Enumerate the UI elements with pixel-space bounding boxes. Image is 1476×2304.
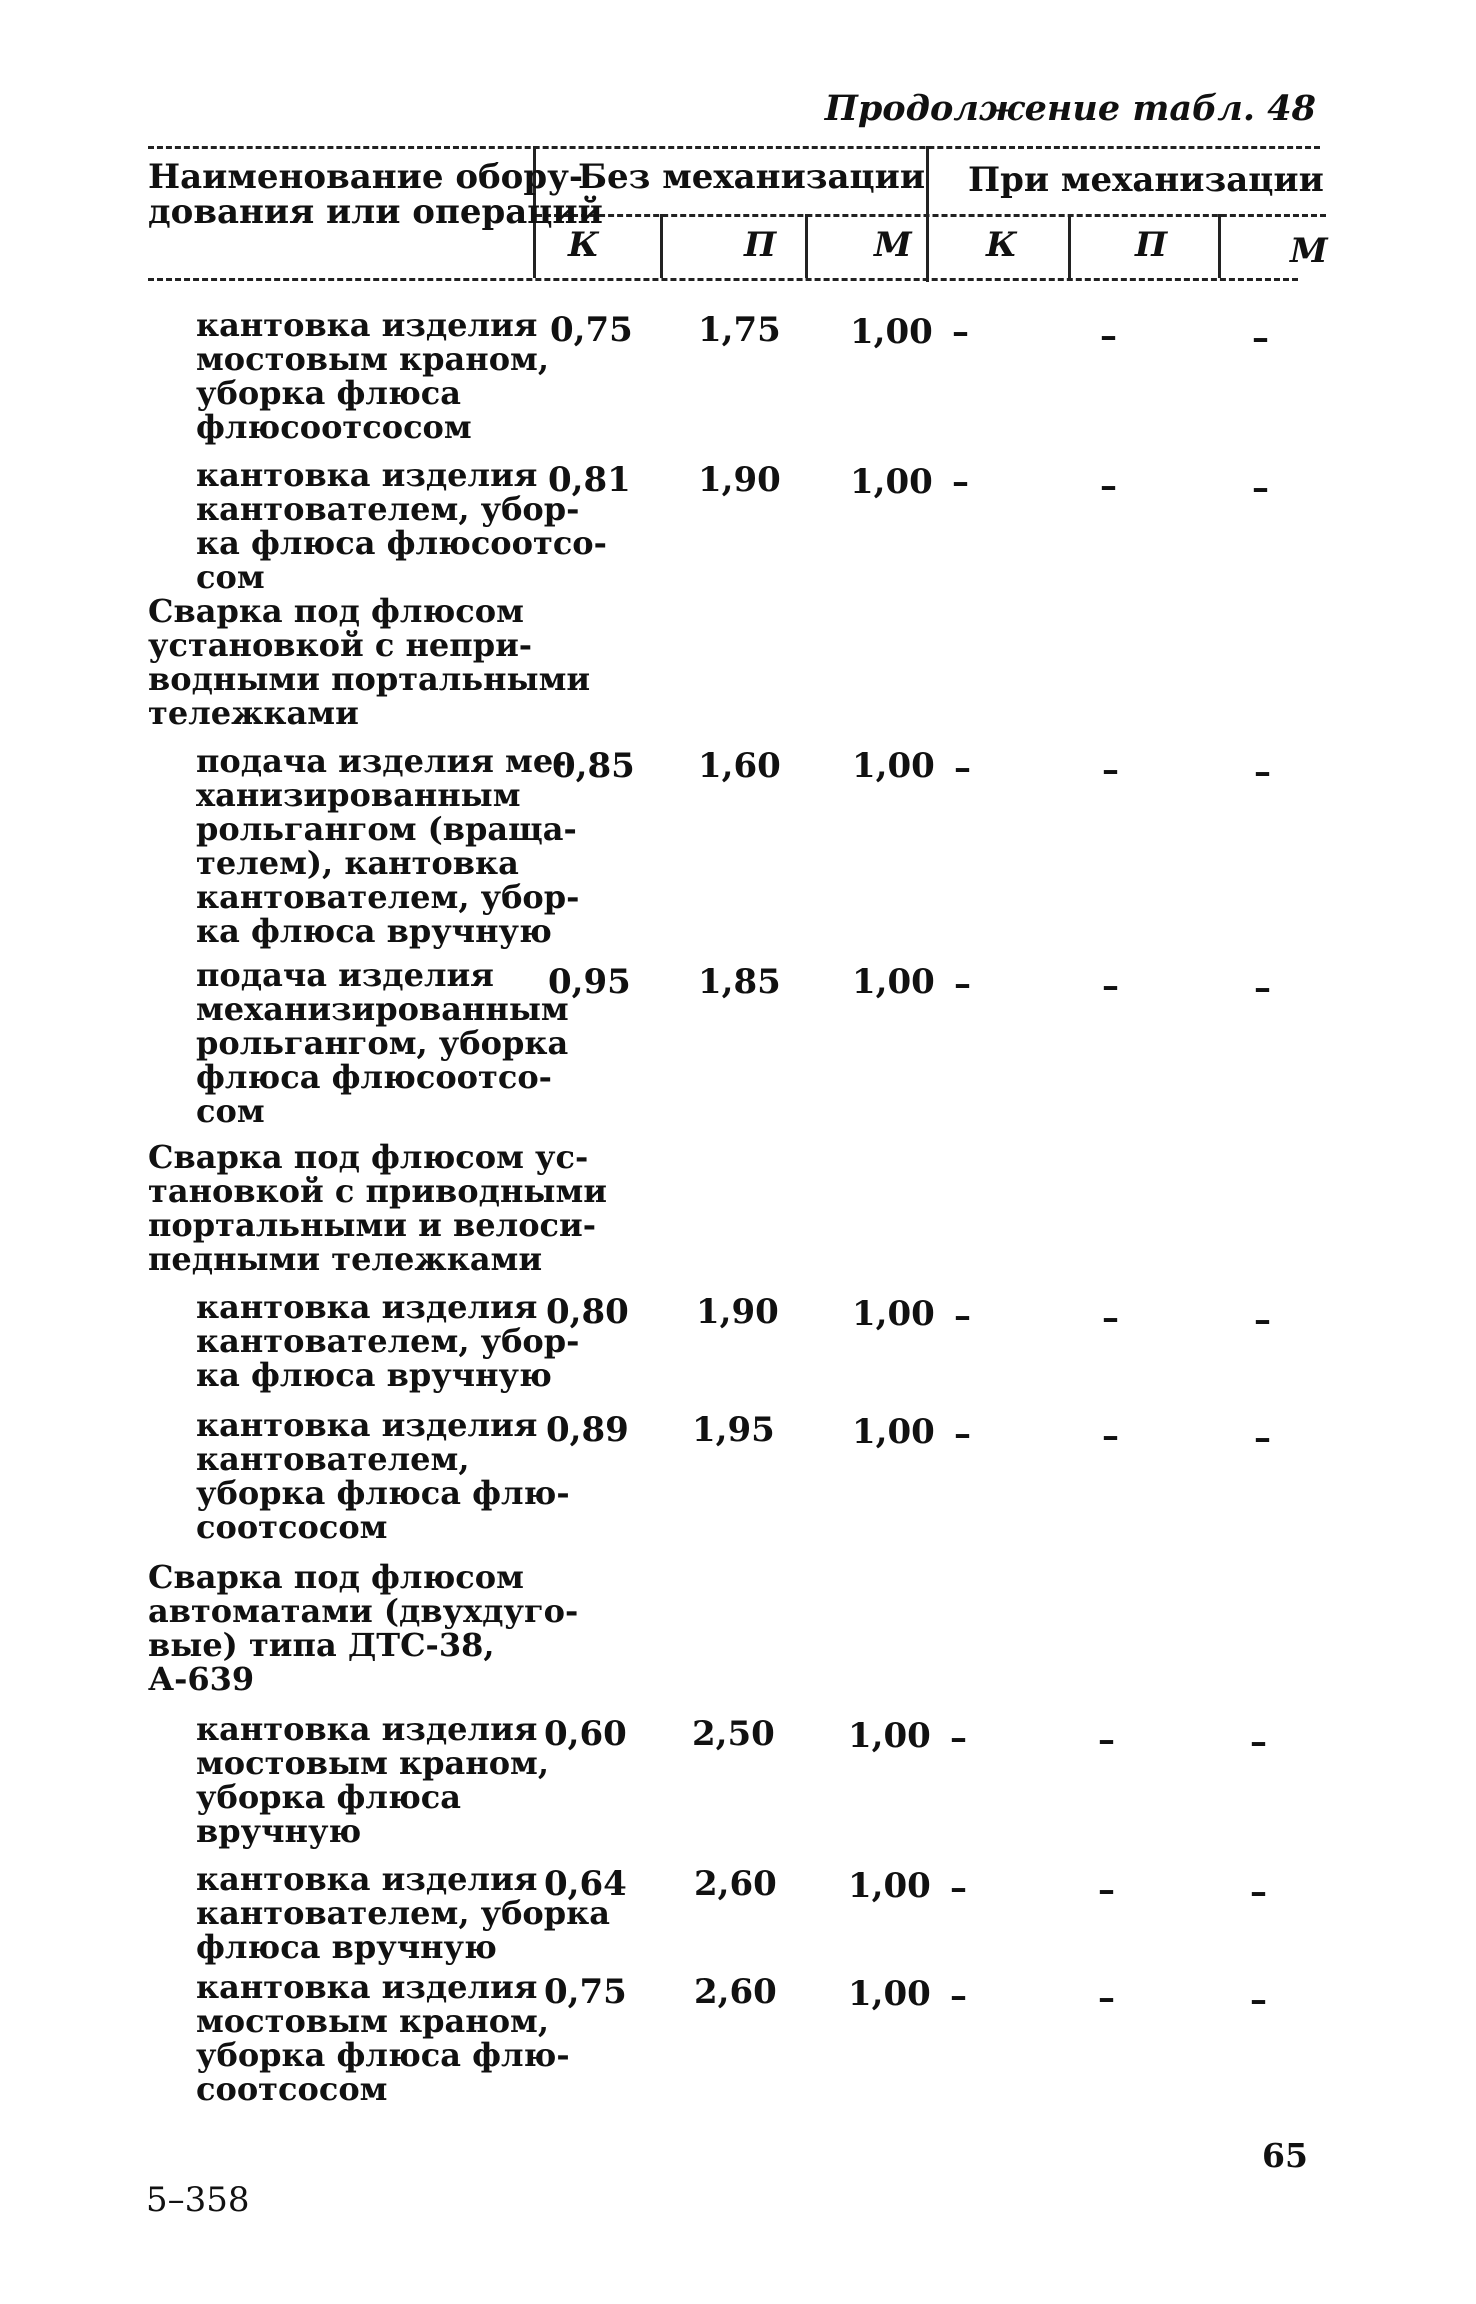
row-4-k2: – [954, 964, 971, 1004]
row-9-p: 2,60 [694, 1972, 777, 2012]
row-4-p: 1,85 [698, 962, 781, 1002]
row-8-m2: – [1250, 1872, 1267, 1912]
subheader-m-without: М [874, 225, 912, 265]
row-4-m2: – [1254, 968, 1271, 1008]
row-2-p2: – [1100, 466, 1117, 506]
header-bottom-rule [148, 278, 1298, 281]
row-9-label: кантовка изделия мостовым краном, уборка флюса флю- соотсосом [196, 1968, 570, 2108]
row-3-m2: – [1254, 752, 1271, 792]
row-5-m: 1,00 [852, 1294, 935, 1334]
row-1-m: 1,00 [850, 312, 933, 352]
row-6-k: 0,89 [546, 1410, 629, 1450]
row-7-m2: – [1250, 1722, 1267, 1762]
row-5-p2: – [1102, 1298, 1119, 1338]
subheader-m-with: М [1290, 231, 1328, 271]
row-4-m: 1,00 [852, 962, 935, 1002]
header-sub-rule [536, 214, 1326, 217]
row-2-k: 0,81 [548, 460, 631, 500]
row-6-k2: – [954, 1414, 971, 1454]
row-7-k: 0,60 [544, 1714, 627, 1754]
header-divider-p2 [1218, 214, 1221, 278]
column-header-name: Наименование обору- дования или операций [148, 157, 603, 232]
row-3-m: 1,00 [852, 746, 935, 786]
row-7-k2: – [950, 1718, 967, 1758]
subheader-p-without: П [744, 225, 777, 265]
row-8-label: кантовка изделия кантователем, уборка флюса вручную [196, 1860, 610, 1966]
row-2-label: кантовка изделия кантователем, убор- ка флюса флюсоотсо- сом [196, 456, 607, 596]
subheader-k-with: К [986, 225, 1017, 265]
row-5-k2: – [954, 1296, 971, 1336]
row-5-p: 1,90 [696, 1292, 779, 1332]
row-8-k: 0,64 [544, 1864, 627, 1904]
row-8-p2: – [1098, 1870, 1115, 1910]
row-6-m2: – [1254, 1418, 1271, 1458]
row-2-m: 1,00 [850, 462, 933, 502]
header-divider-k1 [660, 214, 663, 278]
row-6-p2: – [1102, 1416, 1119, 1456]
row-4-label: подача изделия механизированным рольгангом, уборка флюса флюсоотсо- сом [196, 956, 569, 1130]
header-divider-k2 [1068, 214, 1071, 278]
row-9-k: 0,75 [544, 1972, 627, 2012]
column-group-without-mechanization: Без механизации [578, 157, 926, 197]
row-6-m: 1,00 [852, 1412, 935, 1452]
header-divider-group [926, 146, 929, 282]
column-group-with-mechanization: При механизации [968, 160, 1324, 200]
page-number: 65 [1262, 2136, 1308, 2175]
row-3-k: 0,85 [552, 746, 635, 786]
row-7-p: 2,50 [692, 1714, 775, 1754]
row-1-p: 1,75 [698, 310, 781, 350]
section-1-label: Сварка под флюсом установкой с непри- водными портальными тележками [148, 592, 591, 732]
row-1-k2: – [952, 312, 969, 352]
row-4-k: 0,95 [548, 962, 631, 1002]
row-3-p2: – [1102, 750, 1119, 790]
row-1-p2: – [1100, 316, 1117, 356]
row-3-k2: – [954, 748, 971, 788]
row-3-p: 1,60 [698, 746, 781, 786]
row-1-label: кантовка изделия мостовым краном, уборка флюса флюсоотсосом [196, 306, 549, 446]
row-5-m2: – [1254, 1300, 1271, 1340]
header-top-rule [148, 146, 1320, 149]
section-3-label: Сварка под флюсом автоматами (двухдуго- вые) типа ДТС-38, А-639 [148, 1558, 579, 1698]
row-8-k2: – [950, 1868, 967, 1908]
row-9-m2: – [1250, 1980, 1267, 2020]
row-1-m2: – [1252, 318, 1269, 358]
table-continuation-title: Продолжение табл. 48 [824, 88, 1316, 129]
row-5-label: кантовка изделия кантователем, убор- ка флюса вручную [196, 1288, 580, 1394]
row-5-k: 0,80 [546, 1292, 629, 1332]
row-6-label: кантовка изделия кантователем, уборка флюса флю- соотсосом [196, 1406, 570, 1546]
row-4-p2: – [1102, 966, 1119, 1006]
subheader-k-without: К [568, 225, 599, 265]
row-8-m: 1,00 [848, 1866, 931, 1906]
row-2-p: 1,90 [698, 460, 781, 500]
section-2-label: Сварка под флюсом ус- тановкой с приводными портальными и велоси- педными тележками [148, 1138, 607, 1278]
row-2-m2: – [1252, 468, 1269, 508]
row-9-m: 1,00 [848, 1974, 931, 2014]
row-7-label: кантовка изделия мостовым краном, уборка флюса вручную [196, 1710, 549, 1850]
row-9-k2: – [950, 1976, 967, 2016]
row-7-p2: – [1098, 1720, 1115, 1760]
row-6-p: 1,95 [692, 1410, 775, 1450]
header-divider-p1 [805, 214, 808, 278]
row-1-k: 0,75 [550, 310, 633, 350]
row-7-m: 1,00 [848, 1716, 931, 1756]
printer-signature: 5–358 [146, 2180, 250, 2220]
subheader-p-with: П [1135, 225, 1168, 265]
row-9-p2: – [1098, 1978, 1115, 2018]
row-2-k2: – [952, 462, 969, 502]
row-3-label: подача изделия ме- ханизированным рольгангом (враща- телем), кантовка кантователем, убор- ка флюса вручную [196, 742, 580, 950]
row-8-p: 2,60 [694, 1864, 777, 1904]
